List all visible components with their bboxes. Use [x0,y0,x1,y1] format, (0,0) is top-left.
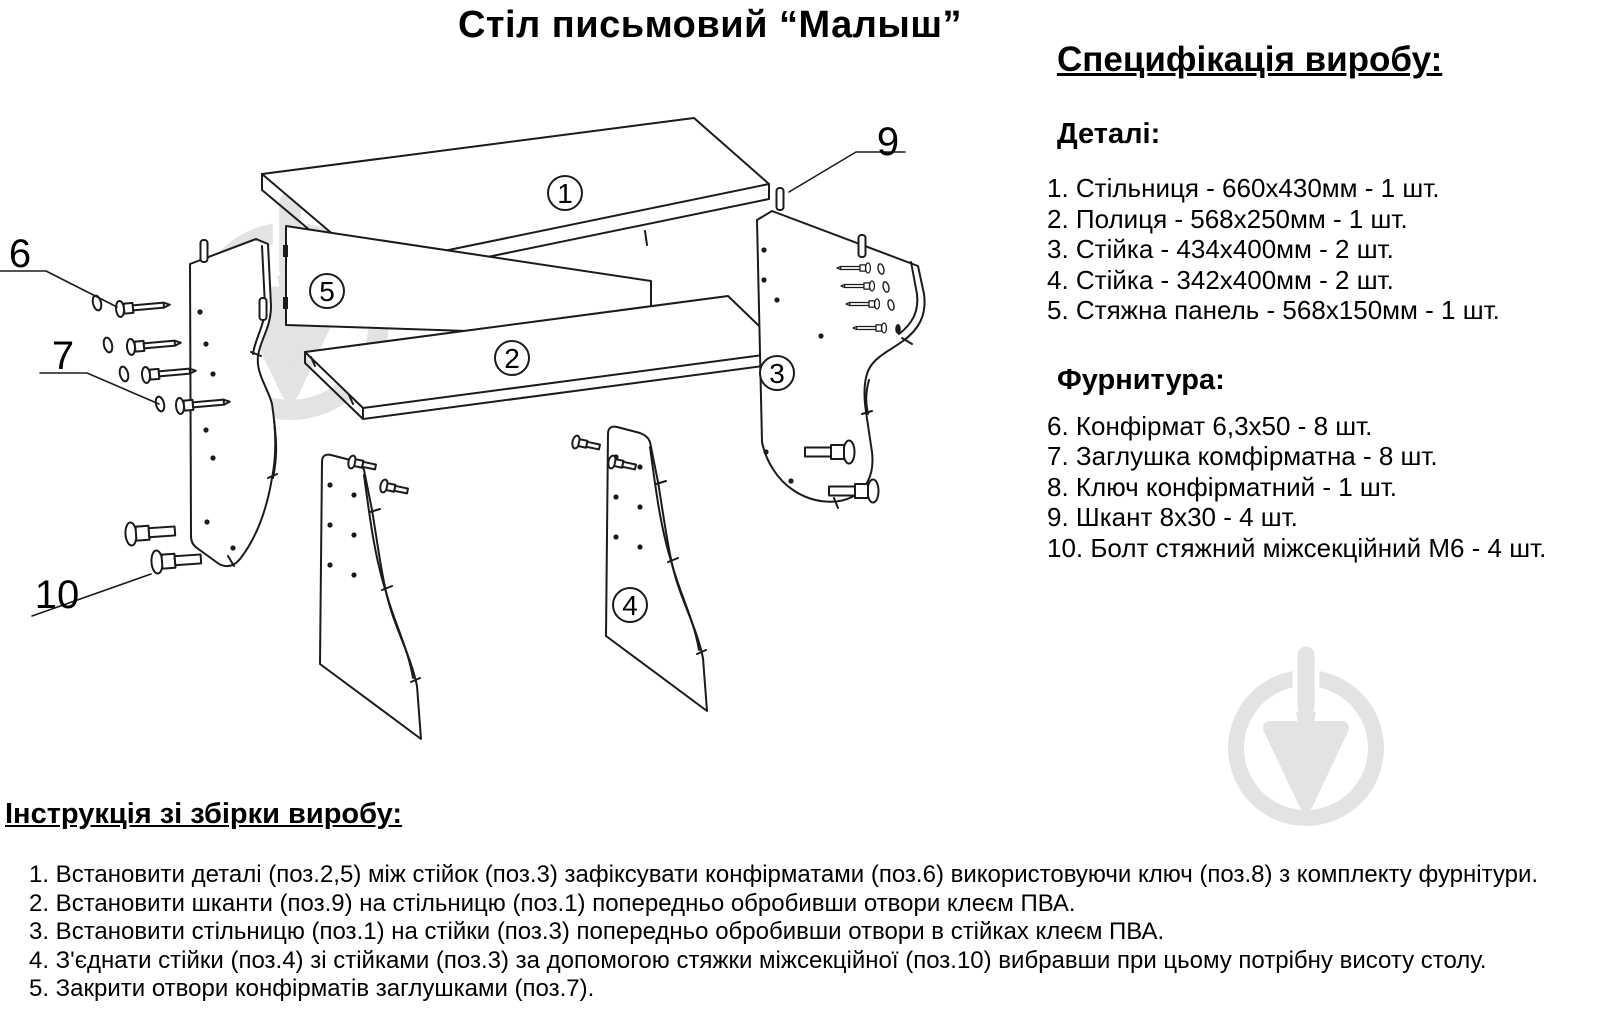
list-item: 9. Шкант 8х30 - 4 шт. [1047,502,1298,532]
label-7: 7 [51,334,75,378]
callout-4 [613,588,647,622]
list-item: 4. Стійка - 342х400мм - 2 шт. [1047,264,1394,295]
list-item: 8. Ключ конфірматний - 1 шт. [1047,471,1398,502]
svg-text:4: 4 [622,590,638,621]
list-item: 7. Заглушка комфірматна - 8 шт. [1047,441,1438,471]
brand-watermark-icon [1236,644,1376,818]
instructions-steps [29,861,1600,1004]
svg-text:2: 2 [504,343,520,374]
leg-screws [347,435,637,497]
specification-heading: Специфікація виробу: [1057,40,1443,79]
svg-text:3: 3 [769,358,785,389]
instruction-step: 4. З'єднати стійки (поз.4) зі стійками (поз.3) за допомогою стяжки міжсекційної (поз.10) вибравши при цьому потрібну висоту столу. [29,946,1487,974]
list-item: 6. Конфірмат 6,3х50 - 8 шт. [1047,410,1373,441]
label-6: 6 [8,232,32,276]
left-leg-part [320,455,421,739]
callout-5 [310,274,344,308]
list-item: 1. Стільниця - 660х430мм - 1 шт. [1047,173,1440,203]
right-leg-part [606,427,707,711]
label-10: 10 [34,573,80,617]
svg-text:5: 5 [319,276,335,307]
details-heading: Деталі: [1057,118,1161,150]
details-list [1047,173,1602,326]
list-item: 5. Стяжна панель - 568х150мм - 1 шт. [1047,295,1500,325]
instructions-heading: Інструкція зі збірки виробу: [5,798,403,830]
label-9: 9 [876,120,900,164]
instruction-step: 5. Закрити отвори конфірматів заглушками (поз.7). [29,975,595,1003]
list-item: 2. Полиця - 568х250мм - 1 шт. [1047,203,1408,234]
svg-text:1: 1 [557,178,573,209]
callout-3 [760,356,794,390]
hardware-list [1047,411,1602,564]
list-item: 10. Болт стяжний міжсекційний М6 - 4 шт. [1047,532,1547,563]
hardware-heading: Фурнитура: [1057,363,1225,396]
callout-1 [548,176,582,210]
instruction-step: 2. Встановити шканти (поз.9) на стільницю (поз.1) попередньо обробивши отвори клеєм ПВА. [29,889,1076,917]
page-title: Стіл письмовий “Малыш” [457,4,963,46]
instruction-step: 3. Встановити стільницю (поз.1) на стійки (поз.3) попередньо обробивши отвори в стійках клеєм ПВА. [29,918,1165,946]
assembly-instructions-section [5,798,1600,1004]
specification-section [1047,40,1602,563]
list-item: 3. Стійка - 434х400мм - 2 шт. [1047,234,1394,264]
instruction-step: 1. Встановити деталі (поз.2,5) між стійок (поз.3) зафіксувати конфірматами (поз.6) використовуючи ключ (поз.8) з комплекту фурнітури. [29,861,1539,888]
callout-2 [495,341,529,375]
